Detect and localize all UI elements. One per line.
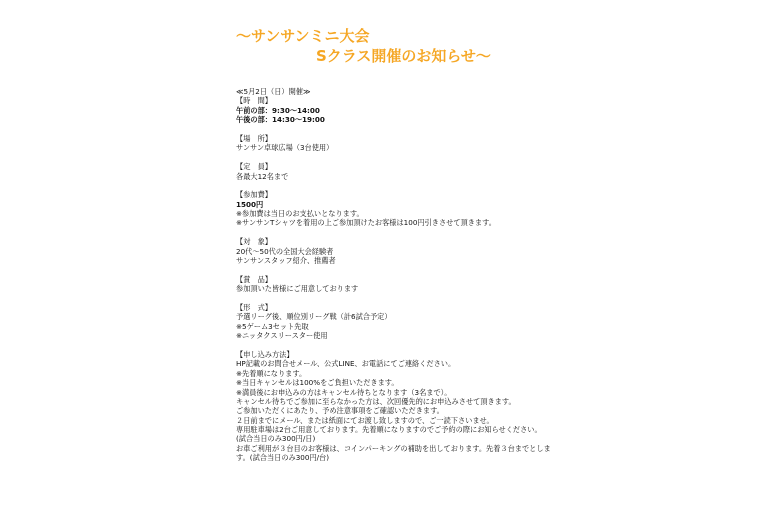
application-line-3: ※当日キャンセルは100%をご負担いただきます。 (236, 378, 399, 388)
fee-heading: 【参加費】 (236, 190, 272, 200)
spacer (236, 265, 556, 274)
spacer (236, 153, 556, 162)
time-morning: 午前の部：9:30～14:00 (236, 105, 320, 115)
target-heading: 【対 象】 (236, 237, 272, 247)
fee-note-2: ※サンサンTシャツを着用の上ご参加頂けたお客様は100円引きさせて頂きます。 (236, 218, 496, 228)
format-line-2: ※5ゲーム3セット先取 (236, 321, 309, 331)
time-afternoon: 午後の部：14:30～19:00 (236, 115, 325, 125)
capacity-heading: 【定 員】 (236, 162, 272, 172)
spacer (236, 228, 556, 237)
spacer (236, 341, 556, 350)
time-heading: 【時 間】 (236, 96, 272, 106)
format-heading: 【形 式】 (236, 302, 272, 312)
fee-amount: 1500円 (236, 199, 264, 209)
application-line-5: キャンセル待ちでご参加に至らなかった方は、次回優先的にお申込みさせて頂きます。 (236, 396, 516, 406)
spacer (236, 125, 556, 134)
prize-heading: 【賞 品】 (236, 274, 272, 284)
application-line-6: ご参加いただくにあたり、予め注意事項をご確認いただきます。 (236, 406, 444, 416)
event-details (236, 87, 556, 463)
prize-value: 参加頂いた皆様にご用意しております (236, 284, 359, 294)
target-line-1: 20代～50代の全国大会経験者 (236, 246, 334, 256)
application-line-8: 専用駐車場は2台ご用意しております。先着順になりますのでご予約の際にお知らせください。(試合当日のみ300円/日) (236, 425, 542, 444)
spacer (236, 181, 556, 190)
application-line-2: ※先着順になります。 (236, 368, 307, 378)
venue-heading: 【場 所】 (236, 133, 272, 143)
capacity-value: 各最大12名まで (236, 171, 289, 181)
application-line-4: ※満員後にお申込みの方はキャンセル待ちとなります（3名まで）。 (236, 387, 452, 397)
format-line-1: 予選リーグ後、順位別リーグ戦（計6試合予定） (236, 312, 392, 322)
application-heading: 【申し込み方法】 (236, 349, 294, 359)
application-line-9: お車ご利用が３台目のお客様は、コインパーキングの補助を出しております。先着３台までとします。(試合当日のみ300円/台) (236, 443, 551, 463)
format-line-3: ※ニッタクスリースター使用 (236, 331, 328, 341)
application-line-7: ２日前までにメール、または紙面にてお渡し致しますので、ご一読下さいませ。 (236, 415, 494, 425)
target-line-2: サンサンスタッフ紹介、推薦者 (236, 256, 336, 266)
spacer (236, 294, 556, 303)
event-date: ≪5月2日（日）開催≫ (236, 87, 311, 96)
application-line-1: HP記載のお問合せメール、公式LINE、お電話にてご連絡ください。 (236, 359, 456, 369)
fee-note-1: ※参加費は当日のお支払いとなります。 (236, 209, 364, 219)
title-line-2: Sクラス開催のお知らせ～ (316, 47, 491, 65)
venue-value: サンサン卓球広場（3台使用） (236, 143, 334, 153)
title-line-1: ～サンサンミニ大会 (236, 27, 370, 45)
